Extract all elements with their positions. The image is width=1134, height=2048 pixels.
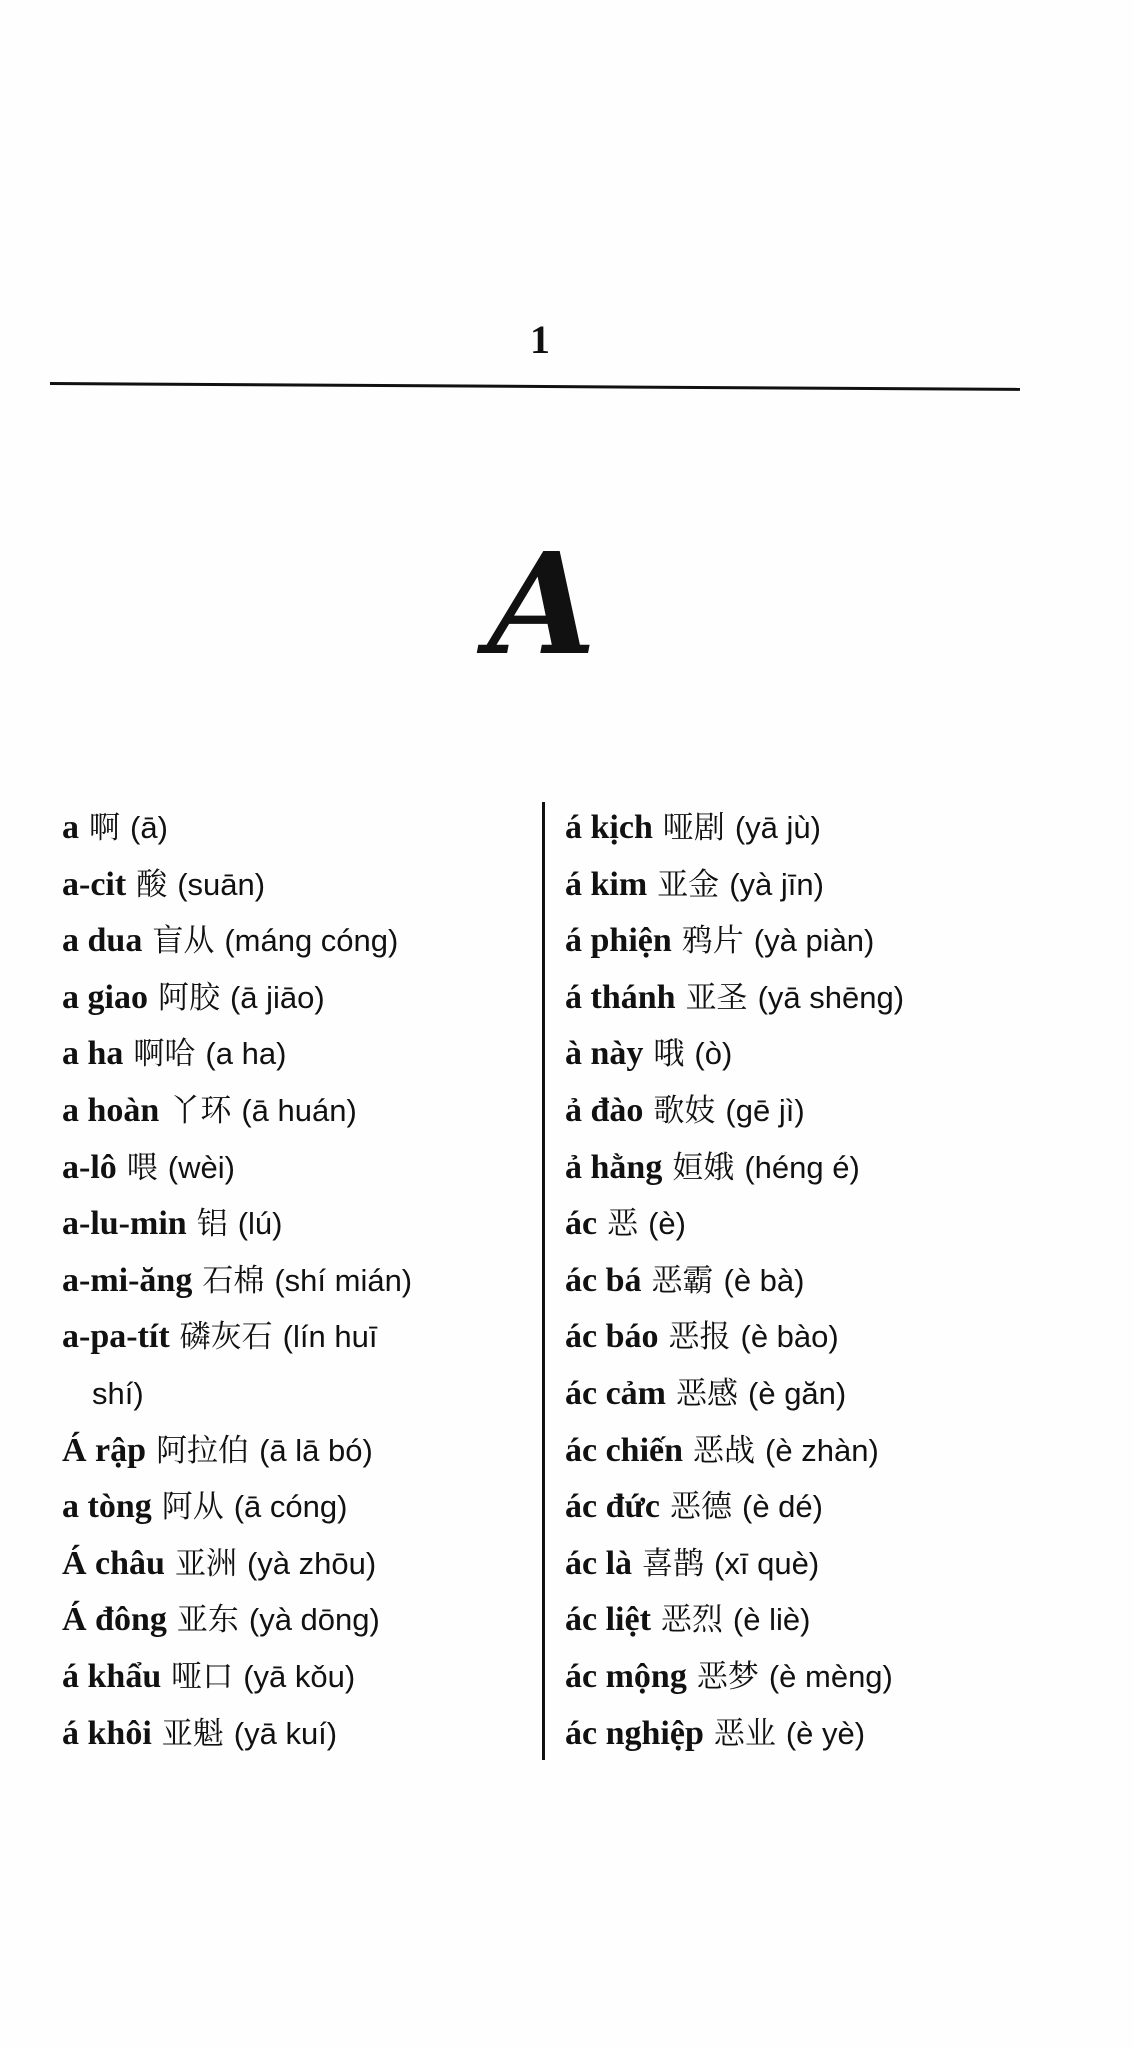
entry-hanzi: 恶战	[693, 1432, 756, 1469]
entry-pinyin: (shí mián)	[274, 1262, 413, 1298]
entry-hanzi: 哦	[653, 1036, 685, 1073]
dictionary-entry	[62, 1196, 522, 1253]
entry-hanzi: 恶霸	[651, 1262, 714, 1299]
entry-pinyin: (máng cóng)	[224, 923, 399, 959]
entry-pinyin: (a ha)	[205, 1036, 287, 1072]
entry-hanzi: 哑口	[171, 1658, 234, 1695]
entry-hanzi: 恶	[607, 1206, 639, 1243]
entry-pinyin: (ā cóng)	[233, 1489, 348, 1525]
entry-pinyin: (xī què)	[714, 1545, 820, 1581]
entry-hanzi: 亚东	[176, 1602, 239, 1639]
entry-pinyin: (è dé)	[742, 1489, 823, 1525]
page-number: 1	[530, 317, 550, 362]
entry-pinyin: (è mèng)	[768, 1658, 893, 1694]
entry-hanzi: 阿从	[161, 1489, 224, 1526]
entry-headword: Á đông	[62, 1601, 167, 1639]
entry-headword: a	[62, 809, 79, 846]
dictionary-entry	[565, 1423, 1025, 1480]
entry-pinyin: (ā)	[130, 810, 168, 845]
entry-hanzi: 亚洲	[174, 1545, 237, 1582]
entry-pinyin: (yà zhōu)	[246, 1545, 377, 1581]
dictionary-entry	[565, 1253, 1025, 1310]
dictionary-entry	[62, 1309, 522, 1366]
entry-hanzi: 磷灰石	[179, 1319, 273, 1356]
entry-hanzi: 亚金	[657, 866, 720, 903]
entry-hanzi: 恶感	[676, 1375, 739, 1412]
dictionary-entry	[565, 1083, 1025, 1140]
entry-headword: Á châu	[62, 1544, 165, 1582]
dictionary-entry	[565, 857, 1025, 914]
entry-pinyin: (è zhàn)	[765, 1432, 879, 1468]
entry-headword: ả hằng	[565, 1148, 663, 1186]
entry-hanzi: 亚圣	[685, 979, 748, 1016]
entry-headword: a giao	[62, 978, 148, 1016]
entry-pinyin: (yā kǒu)	[243, 1658, 356, 1694]
dictionary-entry	[565, 1536, 1025, 1593]
entry-pinyin: (héng é)	[744, 1149, 860, 1185]
entry-pinyin: (yà jīn)	[729, 866, 824, 902]
entry-pinyin: shí)	[92, 1375, 144, 1411]
entry-pinyin: (gē jì)	[725, 1092, 805, 1128]
entry-hanzi: 哑剧	[662, 810, 725, 846]
entry-hanzi: 恶梦	[696, 1658, 759, 1695]
entry-headword: a-cit	[62, 865, 127, 903]
dictionary-entry	[62, 1423, 522, 1480]
dictionary-entry	[62, 1592, 522, 1649]
dictionary-entry	[62, 1706, 522, 1763]
entry-hanzi: 喂	[126, 1149, 158, 1186]
header-rule	[50, 382, 1020, 391]
dictionary-entry	[62, 1253, 522, 1310]
entry-headword: á kim	[565, 865, 648, 903]
entry-headword: a hoàn	[62, 1091, 160, 1129]
entry-hanzi: 歌妓	[653, 1092, 716, 1129]
entry-pinyin: (lú)	[237, 1206, 283, 1242]
entry-headword: a-pa-tít	[62, 1318, 170, 1356]
entry-headword: ác liệt	[565, 1601, 651, 1639]
entry-headword: a-mi-ăng	[62, 1261, 193, 1299]
entry-pinyin: (yā kuí)	[233, 1715, 338, 1751]
entry-headword: á khẩu	[62, 1657, 162, 1695]
dictionary-entry	[565, 1026, 1025, 1083]
dictionary-entry	[565, 1366, 1025, 1423]
entry-hanzi: 恶报	[668, 1319, 731, 1356]
dictionary-entry	[62, 1366, 522, 1423]
entry-headword: á khôi	[62, 1714, 152, 1752]
dictionary-entry	[62, 913, 522, 970]
section-letter: A	[487, 523, 593, 687]
entry-headword: Á rập	[62, 1431, 147, 1469]
entry-hanzi: 喜鹊	[642, 1545, 705, 1582]
dictionary-entry	[62, 1536, 522, 1593]
dictionary-entry	[565, 1592, 1025, 1649]
dictionary-entry	[565, 1649, 1025, 1706]
entry-hanzi: 恶烈	[660, 1602, 723, 1639]
left-column	[62, 800, 522, 1762]
entry-headword: à này	[565, 1035, 644, 1073]
entry-headword: ác là	[565, 1544, 633, 1582]
entry-hanzi: 阿拉伯	[156, 1432, 250, 1469]
dictionary-entry	[62, 1083, 522, 1140]
dictionary-entry	[565, 1479, 1025, 1536]
entry-pinyin: (lín huī	[282, 1319, 378, 1355]
entry-pinyin: (è yè)	[785, 1715, 866, 1751]
entry-headword: a tòng	[62, 1488, 152, 1526]
dictionary-entry	[565, 970, 1025, 1027]
entry-headword: ác nghiệp	[565, 1714, 704, 1752]
entry-hanzi: 恶德	[670, 1489, 732, 1526]
entry-headword: ác mộng	[565, 1657, 687, 1695]
entry-headword: ác chiến	[565, 1431, 684, 1469]
entry-pinyin: (yà piàn)	[753, 923, 875, 959]
entry-headword: ả đào	[565, 1091, 644, 1129]
right-column	[565, 800, 1025, 1762]
entry-pinyin: (ā lā bó)	[259, 1432, 373, 1468]
dictionary-entry	[565, 1706, 1025, 1763]
entry-pinyin: (wèi)	[167, 1149, 235, 1185]
dictionary-entry	[62, 1140, 522, 1197]
entry-pinyin: (è)	[648, 1206, 686, 1242]
entry-headword: ác cảm	[565, 1374, 667, 1412]
entry-hanzi: 铝	[196, 1206, 228, 1243]
entry-hanzi: 阿胶	[157, 979, 220, 1016]
entry-pinyin: (ā huán)	[241, 1092, 357, 1128]
dictionary-entry	[62, 1026, 522, 1083]
dictionary-entry	[565, 1196, 1025, 1253]
entry-hanzi: 鸦片	[681, 923, 744, 960]
dictionary-entry	[62, 857, 522, 914]
entry-headword: á phiện	[565, 922, 672, 960]
entry-pinyin: (è bào)	[740, 1319, 839, 1355]
entry-hanzi: 盲从	[152, 923, 215, 960]
entry-hanzi: 啊	[89, 810, 120, 846]
entry-pinyin: (ā jiāo)	[229, 979, 325, 1015]
entry-headword: a-lô	[62, 1148, 117, 1186]
entry-headword: á kịch	[565, 809, 653, 846]
entry-pinyin: (è bà)	[723, 1262, 805, 1298]
dictionary-entry	[62, 970, 522, 1027]
entry-hanzi: 石棉	[202, 1262, 265, 1299]
entry-headword: ác báo	[565, 1318, 659, 1356]
entry-headword: ác	[565, 1205, 598, 1243]
dictionary-entry	[565, 913, 1025, 970]
entry-headword: á thánh	[565, 978, 676, 1016]
entry-headword: a ha	[62, 1035, 124, 1073]
entry-pinyin: (yā shēng)	[757, 979, 905, 1015]
dictionary-entry	[565, 800, 1025, 857]
entry-pinyin: (è găn)	[748, 1375, 847, 1411]
dictionary-entry	[62, 800, 522, 857]
entry-pinyin: (ò)	[694, 1036, 733, 1072]
entry-pinyin: (yà dōng)	[248, 1602, 380, 1638]
dictionary-entry	[62, 1649, 522, 1706]
dictionary-entry	[565, 1140, 1025, 1197]
entry-pinyin: (suān)	[177, 866, 266, 902]
entry-headword: a-lu-min	[62, 1205, 187, 1243]
entry-headword: ác bá	[565, 1261, 642, 1299]
dictionary-entry	[565, 1309, 1025, 1366]
entry-hanzi: 啊哈	[133, 1036, 196, 1073]
entry-hanzi: 亚魁	[161, 1715, 224, 1752]
entry-hanzi: 酸	[136, 866, 168, 903]
entry-hanzi: 丫环	[169, 1092, 232, 1129]
entry-headword: a dua	[62, 922, 143, 960]
entry-hanzi: 姮娥	[672, 1149, 735, 1186]
entry-headword: ác đức	[565, 1488, 660, 1526]
entry-hanzi: 恶业	[713, 1715, 776, 1752]
dictionary-entry	[62, 1479, 522, 1536]
entry-pinyin: (è liè)	[732, 1602, 811, 1638]
entry-pinyin: (yā jù)	[734, 810, 821, 845]
column-divider	[542, 802, 545, 1760]
